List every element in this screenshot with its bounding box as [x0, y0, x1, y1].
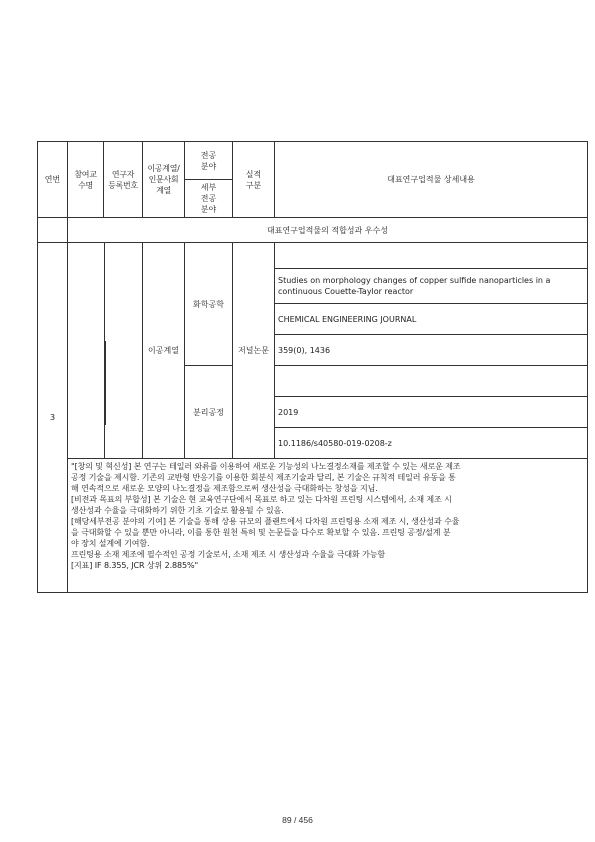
page-number: 89 / 456: [282, 815, 313, 825]
row-number: 3: [38, 243, 68, 593]
journal-name: CHEMICAL ENGINEERING JOURNAL: [275, 304, 588, 335]
header-sub-field: 세부 전공 분야: [185, 180, 233, 218]
field-type-value: 이공계열: [143, 243, 185, 459]
header-suitability: 대표연구업적물의 적합성과 우수성: [68, 218, 588, 243]
header-detail: 대표연구업적물 상세내용: [275, 142, 588, 218]
volume-pages: 359(0), 1436: [275, 335, 588, 366]
suitability-description: "[창의 및 혁신성] 본 연구는 테일러 와류를 이용하여 새로운 기능성의 나노결정소재를 제조할 수 있는 새로운 제조 공정 기술을 제시함. 기존의 교반형 반응기를 이용한 회분식 제조기술과 달리, 본 기술은 규칙적 테일러 유동을 통 해 연속적으로 새로운 모양의 나노결정을 제조함으로써 생산성을 극대화하는 창성을 지님. [비전과 목표의 부합성] 본 기술은 현 교육연구단에서 목표로 하고 있는 다차원 프린팅 시스템에서, 소재 제조 시 생산성과 수율을 극대화하기 위한 기초 기술로 활용될 수 있음. [해당세부전공 분야의 기여] 본 기술을 통해 상용 규모의 플랜트에서 다차원 프린팅용 소재 제조 시, 생산성과 수율 을 극대화할 수 있을 뿐만 아니라, 이를 통한 원천 특허 및 논문들을 다수로 확보할 수 있음. 프린팅 공정/설계 분 야 장치 설계에 기여함. 프린팅용 소재 제조에 필수적인 공정 기술로서, 소재 제조 시 생산성과 수율을 극대화 가능함 [지표] IF 8.355, JCR 상위 2.885%": [68, 459, 588, 593]
doi: 10.1186/s40580-019-0208-z: [275, 428, 588, 459]
header-participant-name: 참여교 수명: [68, 142, 104, 218]
header-no: 연번: [38, 142, 68, 218]
detail-row-blank-2: [275, 366, 588, 397]
header-field-type: 이공계열/ 인문사회 계열: [143, 142, 185, 218]
major-field-value: 화학공학: [185, 243, 233, 366]
detail-row-blank-1: [275, 243, 588, 269]
sub-field-value: 분리공정: [185, 366, 233, 459]
research-achievement-table: [37, 141, 588, 593]
participant-info-cell: [68, 243, 143, 459]
achievement-type-value: 저널논문: [233, 243, 275, 459]
publication-year: 2019: [275, 397, 588, 428]
header-major-field: 전공 분야: [185, 142, 233, 180]
header-achievement-type: 실적 구분: [233, 142, 275, 218]
header-researcher-id: 연구자 등록번호: [104, 142, 143, 218]
paper-title: Studies on morphology changes of copper sulfide nanoparticles in a continuous Couette-Taylor reactor: [275, 269, 588, 304]
